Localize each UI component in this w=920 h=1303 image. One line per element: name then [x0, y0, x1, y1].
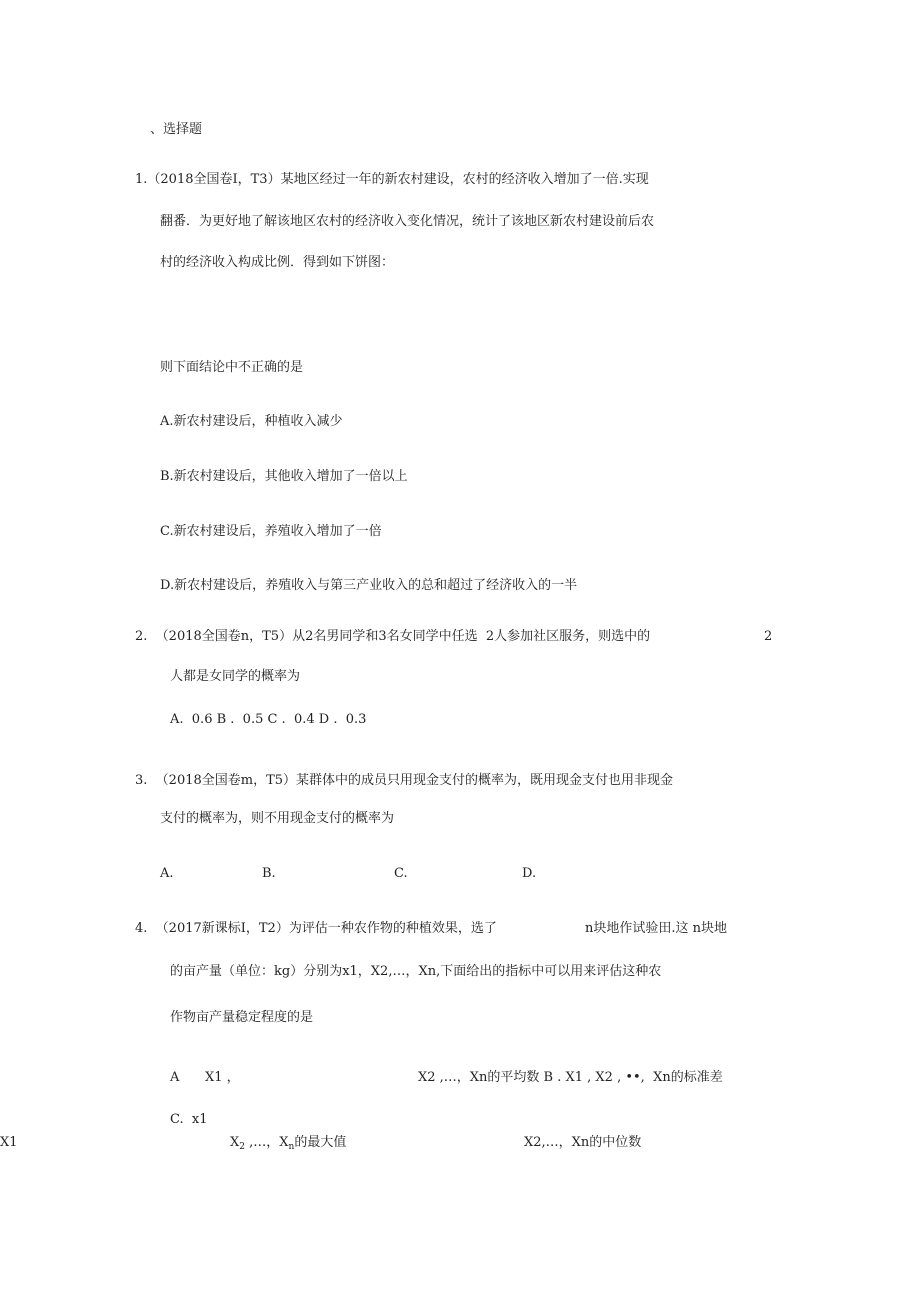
q4-line1-part-b: n块地作试验田.这 n块地 [585, 921, 728, 936]
q3-line2: 支付的概率为，则不用现金支付的概率为 [160, 811, 395, 826]
q2-trailing-num: 2 [764, 629, 773, 644]
q2-options: A. 0.6 B . 0.5 C . 0.4 D . 0.3 [170, 712, 367, 727]
q4-option-d-text: X2,…，Xn的中位数 [524, 1135, 642, 1150]
q3-option-d: D. [522, 866, 537, 881]
q4-option-c-text [230, 1135, 346, 1151]
q3-option-c: C. [394, 866, 408, 881]
q2-line1: 2. （2018全国卷n，T5）从2名男同学和3名女同学中任选 2人参加社区服务，则选中的 [135, 629, 651, 644]
q4-line3: 作物亩产量稳定程度的是 [170, 1010, 314, 1025]
q1-option-d: D.新农村建设后，养殖收入与第三产业收入的总和超过了经济收入的一半 [160, 578, 578, 593]
q4-option-a-b-text: X2 ,…，Xn的平均数 B . X1 , X2 , ••, Xn的标准差 [418, 1070, 723, 1085]
q3-option-a: A. [160, 866, 174, 881]
q3-line1: 3. （2018全国卷m，T5）某群体中的成员只用现金支付的概率为，既用现金支付也用非现金 [135, 773, 674, 788]
q1-line2: 翻番．为更好地了解该地区农村的经济收入变化情况，统计了该地区新农村建设前后农 [160, 214, 655, 229]
q4-line2: 的亩产量（单位：kg）分别为x1，X2,…，Xn,下面给出的指标中可以用来评估这种农 [170, 964, 662, 979]
q1-line3: 村的经济收入构成比例．得到如下饼图： [160, 255, 395, 270]
q4-option-c-label: C. x1 [170, 1112, 208, 1127]
q1-line1: 1.（2018全国卷I，T3）某地区经过一年的新农村建设，农村的经济收入增加了一倍.实现 [135, 172, 649, 187]
q1-option-c: C.新农村建设后，养殖收入增加了一倍 [160, 524, 382, 539]
q1-option-b: B.新农村建设后，其他收入增加了一倍以上 [160, 469, 408, 484]
q4-line1-part-a: 4. （2017新课标I，T2）为评估一种农作物的种植效果，选了 [135, 921, 497, 936]
q2-line2: 人都是女同学的概率为 [170, 669, 301, 684]
q4-option-c-x: X [230, 1135, 240, 1150]
stray-x1: X1 [0, 1135, 18, 1150]
q4-option-a-x1: X1 ， [205, 1070, 240, 1085]
q1-prompt: 则下面结论中不正确的是 [160, 360, 304, 375]
q4-option-a-label: A [170, 1070, 180, 1085]
q4-option-c-mid: ,…，X [245, 1135, 289, 1150]
q4-option-c-tail: 的最大值 [294, 1135, 347, 1150]
q1-option-a: A.新农村建设后，种植收入减少 [160, 414, 343, 429]
q4-option-c-sub-n: n [288, 1142, 295, 1152]
q4-option-c-sub-2: 2 [239, 1142, 245, 1152]
q3-option-b: B. [262, 866, 276, 881]
section-heading: 、选择题 [150, 122, 203, 137]
